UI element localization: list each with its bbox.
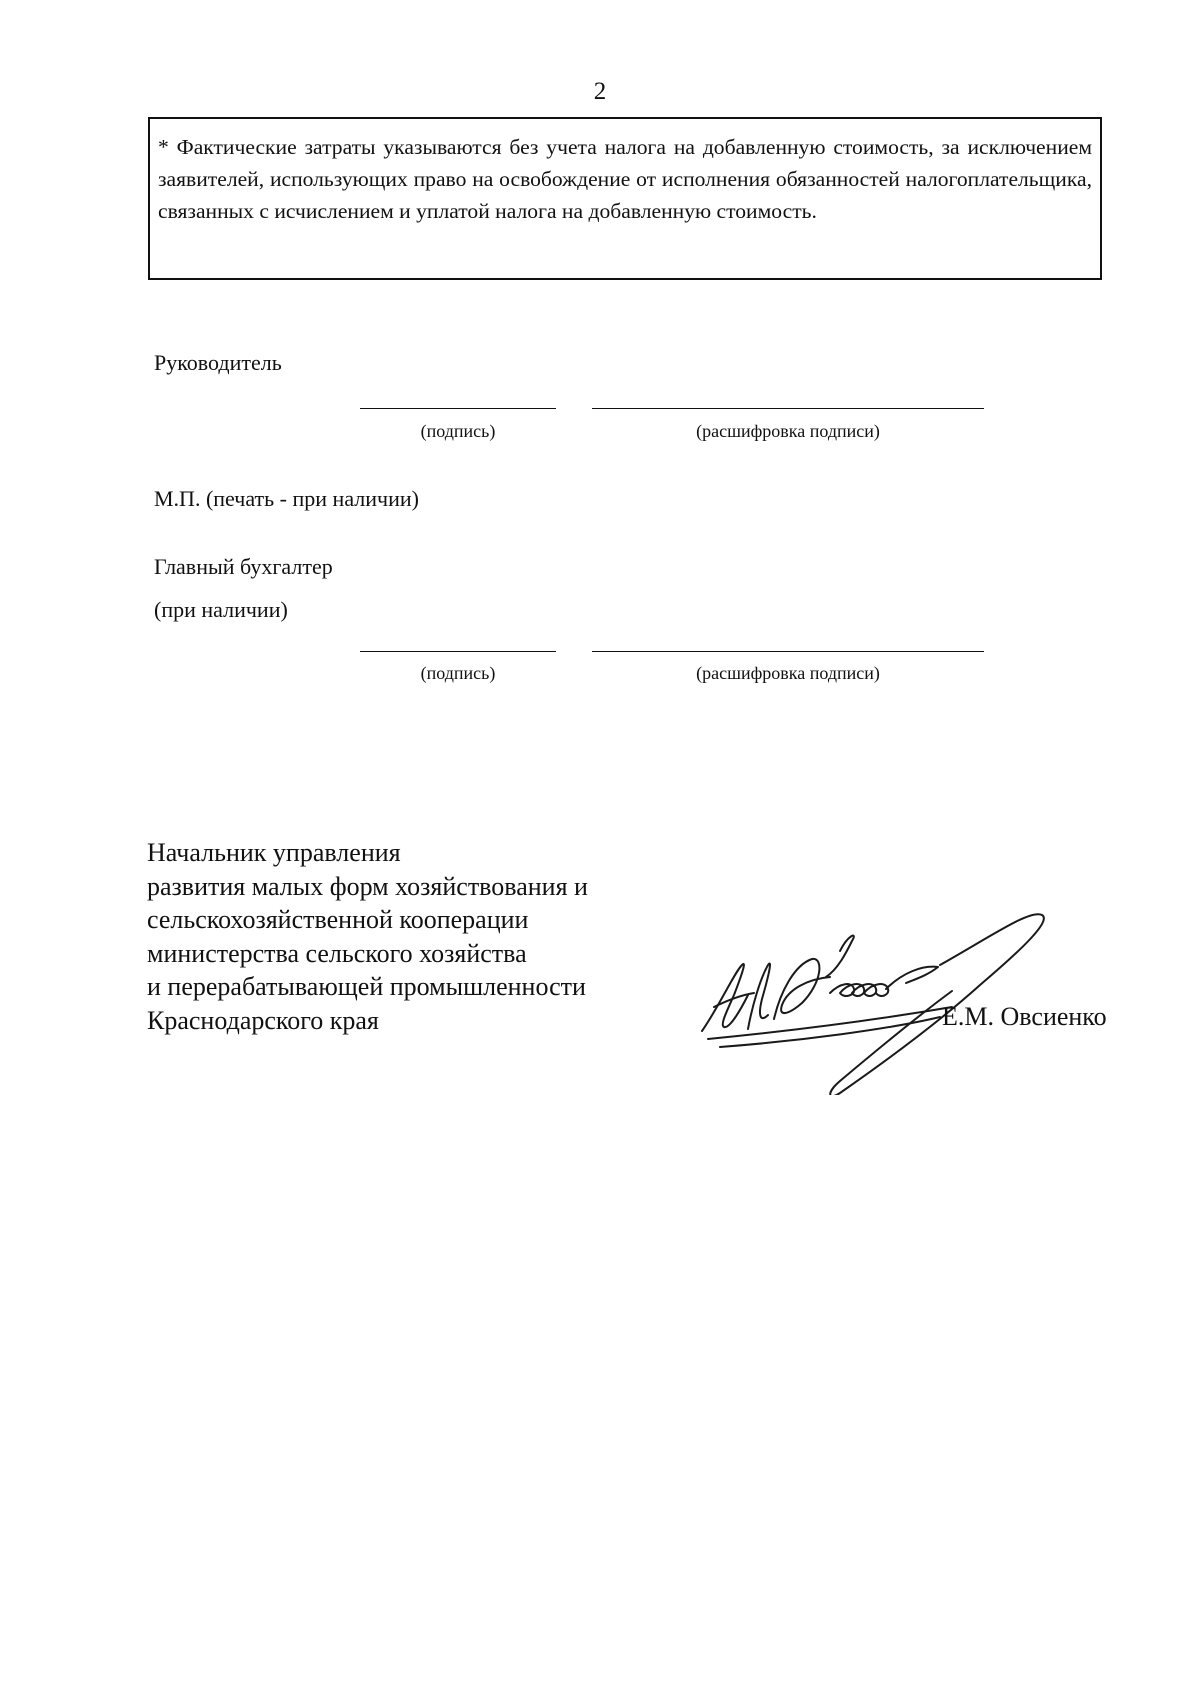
head-signature-line xyxy=(360,408,556,409)
accountant-signature-caption: (подпись) xyxy=(420,663,496,683)
signer-position-line: Начальник управления xyxy=(147,838,401,867)
signer-position-line: Краснодарского края xyxy=(147,1005,379,1035)
accountant-decoding-caption: (расшифровка подписи) xyxy=(696,663,880,683)
signer-position-line: сельскохозяйственной кооперации xyxy=(147,905,529,934)
seal-note: М.П. (печать - при наличии) xyxy=(154,486,419,511)
accountant-decoding-line xyxy=(592,651,984,652)
note-box xyxy=(148,117,1102,280)
head-decoding-line xyxy=(592,408,984,409)
head-title: Руководитель xyxy=(154,350,282,375)
handwritten-signature xyxy=(690,895,1070,1095)
accountant-condition: (при наличии) xyxy=(154,597,288,622)
signer-position xyxy=(147,836,588,1037)
signer-position-line: и перерабатывающей промышленности xyxy=(147,972,586,1001)
page-number: 2 xyxy=(593,78,607,105)
signer-name: Е.М. Овсиенко xyxy=(942,1002,1107,1031)
head-decoding-caption: (расшифровка подписи) xyxy=(696,421,880,441)
signer-position-line: развития малых форм хозяйствования и xyxy=(147,871,588,901)
accountant-title: Главный бухгалтер xyxy=(154,554,333,579)
note-text: * Фактические затраты указываются без учета налога на добавленную стоимость, за исключением заявителей, использующих право на освобождение от исполнения обязанностей налогоплательщика, связанных с исчислением и уплатой налога на добавленную стоимость. xyxy=(158,135,1092,223)
signer-position-line: министерства сельского хозяйства xyxy=(147,938,527,968)
head-signature-caption: (подпись) xyxy=(420,421,496,441)
accountant-signature-line xyxy=(360,651,556,652)
